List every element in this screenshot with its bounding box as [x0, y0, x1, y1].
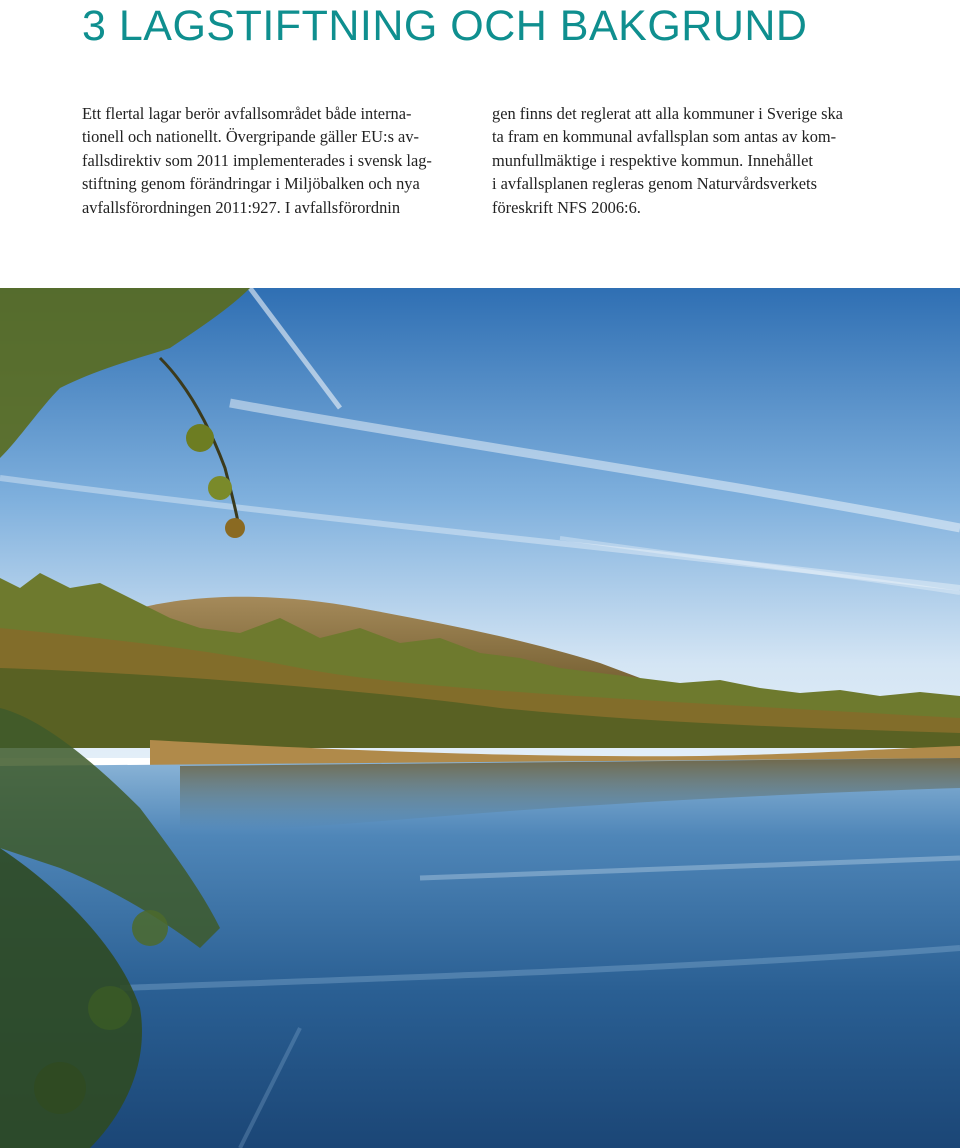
- body-text-line: avfallsförordningen 2011:927. I avfallsförordnin: [82, 197, 401, 217]
- body-text-line: Ett flertal lagar berör avfallsområdet både interna-: [82, 104, 412, 123]
- section-heading: 3 LAGSTIFTNING OCH BAKGRUND: [82, 2, 808, 50]
- body-text-left-column: [82, 102, 482, 219]
- body-text-right-column: [492, 102, 902, 219]
- lake-landscape-photo: [0, 288, 960, 1148]
- body-text-line: munfullmäktige i respektive kommun. Innehållet: [492, 150, 813, 170]
- body-text-line: ta fram en kommunal avfallsplan som antas av kom-: [492, 127, 837, 147]
- body-text-line: i avfallsplanen regleras genom Naturvårdsverkets: [492, 174, 817, 194]
- body-text-line: föreskrift NFS 2006:6.: [492, 197, 641, 217]
- body-text-line: tionell och nationellt. Övergripande gäller EU:s av-: [82, 127, 419, 147]
- body-text-line: stiftning genom förändringar i Miljöbalken och nya: [82, 174, 420, 194]
- body-text-line: fallsdirektiv som 2011 implementerades i svensk lag-: [82, 150, 432, 170]
- body-text-line: gen finns det reglerat att alla kommuner i Sverige ska: [492, 104, 843, 123]
